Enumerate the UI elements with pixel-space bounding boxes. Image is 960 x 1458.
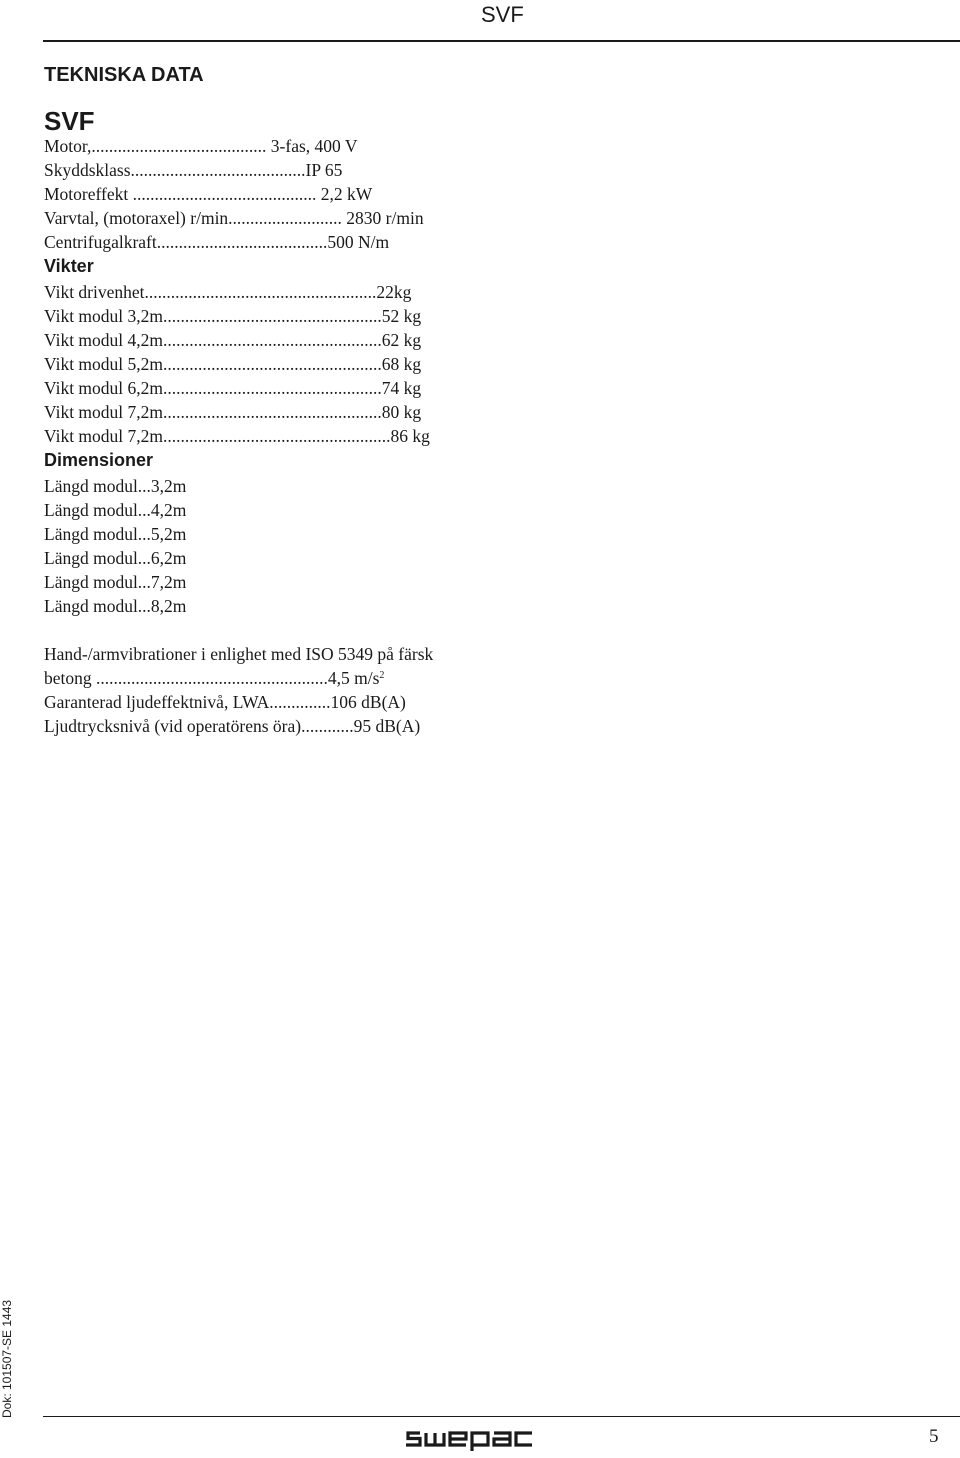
vibration-value-text: betong .....................................................4,5 m/s	[44, 668, 380, 688]
weight-item: Vikt modul 3,2m..................................................52 kg	[44, 306, 422, 326]
dimension-item: Längd modul...7,2m	[44, 572, 187, 592]
spec-centrifugalkraft: Centrifugalkraft.......................................500 N/m	[44, 232, 390, 252]
vibration-description: Hand-/armvibrationer i enlighet med ISO 5349 på färsk	[44, 644, 434, 664]
weight-item: Vikt modul 7,2m....................................................86 kg	[44, 426, 430, 446]
model-title: SVF	[44, 106, 95, 136]
vibration-unit-exponent: 2	[379, 670, 385, 681]
weights-heading: Vikter	[44, 256, 94, 276]
weight-item: Vikt modul 6,2m..................................................74 kg	[44, 378, 422, 398]
dimension-item: Längd modul...5,2m	[44, 524, 187, 544]
spec-skyddsklass: Skyddsklass........................................IP 65	[44, 160, 343, 180]
page-number: 5	[929, 1426, 939, 1447]
footer-divider	[43, 1416, 960, 1417]
document-id: Dok: 101507-SE 1443	[0, 1299, 14, 1418]
vibration-value	[44, 666, 384, 690]
header-divider	[43, 40, 960, 42]
spec-motor: Motor,........................................ 3-fas, 400 V	[44, 136, 358, 156]
weight-item: Vikt modul 7,2m..................................................80 kg	[44, 402, 422, 422]
dimensions-heading: Dimensioner	[44, 450, 154, 470]
page-header-title: SVF	[481, 2, 524, 27]
weight-item: Vikt modul 4,2m..................................................62 kg	[44, 330, 422, 350]
dimension-item: Längd modul...4,2m	[44, 500, 187, 520]
section-title: TEKNISKA DATA	[44, 64, 204, 86]
swepac-logo	[404, 1428, 534, 1452]
sound-power-level: Garanterad ljudeffektnivå, LWA..............106 dB(A)	[44, 692, 406, 712]
dimension-item: Längd modul...8,2m	[44, 596, 187, 616]
spec-motoreffekt: Motoreffekt .......................................... 2,2 kW	[44, 184, 373, 204]
sound-pressure-level: Ljudtrycksnivå (vid operatörens öra)............95 dB(A)	[44, 716, 421, 736]
dimension-item: Längd modul...3,2m	[44, 476, 187, 496]
spec-varvtal: Varvtal, (motoraxel) r/min.......................... 2830 r/min	[44, 208, 424, 228]
weight-item: Vikt drivenhet.....................................................22kg	[44, 282, 412, 302]
dimension-item: Längd modul...6,2m	[44, 548, 187, 568]
weight-item: Vikt modul 5,2m..................................................68 kg	[44, 354, 422, 374]
